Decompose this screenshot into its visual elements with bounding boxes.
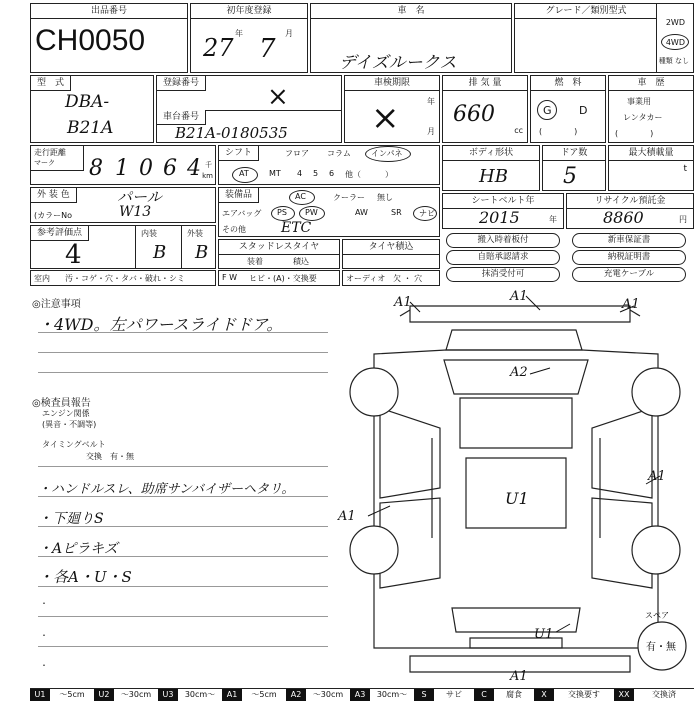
equipment-label: 装備品 [219, 188, 259, 203]
month-unit: 月 [285, 29, 293, 38]
mileage-digit-3: 0 [139, 156, 153, 181]
seat-year-label: シートベルト年 [443, 194, 563, 209]
recycle-unit: 円 [679, 215, 687, 224]
equip-airbag: エアバッグ [222, 209, 262, 218]
fuel-g-circle [537, 100, 557, 120]
color-box [30, 187, 216, 223]
mark-u1-center: U1 [505, 489, 529, 508]
model-type-line2: B21A [67, 118, 114, 138]
legend-val-x: 交換要す [568, 690, 600, 699]
service-2: 新車保証書 [572, 233, 686, 248]
equip-other-value: ETC [281, 220, 312, 236]
doors-label: ドア数 [543, 146, 605, 161]
model-type-box [30, 75, 154, 143]
mark-a1-right: A1 [648, 469, 666, 484]
legend-val-a1: 〜5cm [251, 690, 277, 699]
studless-opt2: 積込 [293, 257, 309, 266]
selected-4wd-circle [661, 34, 689, 50]
grade-label: グレード／類別型式 [515, 4, 657, 19]
mileage-label: 走行距離 [34, 148, 66, 157]
fw-row-label: F W [222, 273, 238, 282]
recycle-label: リサイクル預託金 [567, 194, 693, 209]
lot-number-value: CH0050 [35, 24, 146, 57]
displacement-box [442, 75, 528, 143]
chassis-value: B21A-0180535 [175, 124, 288, 142]
spare-label: スペア [645, 611, 669, 620]
studless-box [218, 239, 340, 269]
fw-row [218, 270, 340, 286]
mileage-unit-hi: 千 [205, 161, 212, 169]
history-opt1: 事業用 [627, 97, 651, 106]
wheel-rear-right [632, 526, 680, 574]
damage-legend [30, 688, 694, 701]
legend-key-a1: A1 [222, 689, 242, 701]
inspection-year-unit: 年 [427, 97, 435, 106]
seat-year-unit: 年 [549, 215, 557, 224]
displacement-unit: cc [514, 126, 523, 135]
mark-u1-low: U1 [534, 627, 554, 642]
report-line-4: ・各A・U・S [38, 568, 132, 586]
score-label: 参考評価点 [31, 226, 89, 241]
interior-score: B [153, 242, 167, 263]
mileage-unit-lo: km [202, 172, 213, 180]
lot-number-label: 出品番号 [31, 4, 187, 19]
body-type-label: ボディ形状 [443, 146, 539, 161]
mileage-sub: マーク [34, 159, 55, 167]
seat-year-value: 2015 [479, 208, 520, 227]
legend-val-c: 腐食 [506, 690, 522, 699]
report-line-3: ・Aピラキズ [38, 541, 118, 557]
service-3: 自賠承認請求 [446, 250, 560, 265]
equip-ac-circle [289, 190, 315, 205]
shift-at-circle [232, 167, 258, 183]
inspector-engine-sub: (異音・不調等) [42, 420, 97, 429]
services-panel [442, 231, 694, 283]
first-registration-year: 27 [203, 34, 234, 62]
interior-row-text: 汚・コゲ・穴・タバ・破れ・シミ [65, 274, 185, 283]
max-load-label: 最大積載量 [609, 146, 693, 161]
mark-a2: A2 [510, 365, 528, 380]
studless-opt1: 装着 [247, 257, 263, 266]
equip-none: 無し [377, 193, 393, 202]
service-4: 納税証明書 [572, 250, 686, 265]
equip-other-label: その他 [222, 225, 246, 234]
mileage-digit-4: 6 [163, 156, 177, 181]
legend-key-x: X [534, 689, 554, 701]
mark-a1-top: A1 [510, 289, 528, 304]
legend-key-s: S [414, 689, 434, 701]
registration-value: × [267, 82, 289, 112]
equip-sr: SR [391, 208, 402, 217]
equip-ps: PS [277, 208, 287, 217]
history-label: 車 歴 [609, 76, 693, 91]
legend-val-u1: 〜5cm [59, 690, 85, 699]
legend-val-a3: 30cm〜 [376, 690, 408, 699]
mark-a1-left: A1 [338, 509, 356, 524]
car-name-value: デイズルークス [339, 53, 457, 73]
max-load-unit: t [683, 164, 687, 174]
report-line-2: ・下廻りS [38, 511, 104, 527]
mark-a1-top-left: A1 [394, 295, 412, 310]
notes-label: ◎注意事項 [32, 299, 81, 310]
spare-value: 有・無 [646, 642, 676, 653]
inspector-engine: エンジン関係 [42, 409, 90, 418]
chassis-label: 車台番号 [157, 110, 206, 125]
option-2wd: 2WD [665, 18, 685, 27]
color-code-value: W13 [119, 204, 152, 220]
legend-key-a2: A2 [286, 689, 306, 701]
equip-cooler: クーラー [333, 193, 365, 202]
body-type-value: HB [479, 166, 508, 187]
fuel-box: 燃 料 G D ( ) [530, 75, 606, 143]
car-damage-diagram [340, 288, 700, 688]
shift-column: コラム [327, 149, 351, 158]
equip-ac: AC [295, 192, 306, 201]
inspector-section: ◎検査員報告 エンジン関係 (異音・不調等) タイミングベルト 交換 有・無 ・ハンドルスレ、助席サンバイザーヘタリ。 ・下廻りS ・Aピラキズ ・各A・U・S ・ ・ ・ [32, 392, 332, 682]
grade-box [514, 3, 694, 73]
notes-text: ・4WD。左パワースライドドア。 [38, 315, 283, 334]
mileage-box [30, 145, 216, 185]
score-box [30, 225, 216, 269]
fuel-label: 燃 料 [531, 76, 605, 91]
inspection-value: × [371, 98, 400, 138]
option-4wd: 4WD [665, 38, 685, 47]
mileage-digit-2: 1 [115, 156, 129, 181]
mileage-digit-1: 8 [89, 156, 103, 181]
legend-key-c: C [474, 689, 494, 701]
doors-box [542, 145, 606, 191]
studless-label: スタッドレスタイヤ [219, 240, 339, 255]
inspection-month-unit: 月 [427, 127, 435, 136]
legend-key-xx: XX [614, 689, 634, 701]
audio-row [342, 270, 440, 286]
mark-a1-top-right: A1 [622, 297, 640, 312]
shift-label: シフト [219, 146, 259, 161]
equip-aw: AW [355, 208, 368, 217]
doors-value: 5 [563, 164, 577, 189]
legend-val-a2: 〜30cm [312, 690, 344, 699]
exterior-score: B [195, 242, 209, 263]
year-unit: 年 [235, 29, 243, 38]
max-load-box [608, 145, 694, 191]
service-1: 搬入時着板付 [446, 233, 560, 248]
legend-key-a3: A3 [350, 689, 370, 701]
history-box: 車 歴 事業用 レンタカー ( ) [608, 75, 694, 143]
exterior-score-label: 外装 [187, 229, 203, 238]
first-registration-label: 初年度登録 [191, 4, 307, 19]
displacement-value: 660 [453, 102, 495, 127]
body-type-box [442, 145, 540, 191]
wheel-rear-left [350, 526, 398, 574]
legend-key-u3: U3 [158, 689, 178, 701]
score-value: 4 [65, 240, 82, 270]
color-code-label: (カラーNo [34, 211, 72, 220]
legend-val-s: サビ [446, 690, 462, 699]
shift-mt: MT [269, 169, 281, 178]
shift-at: AT [239, 169, 249, 178]
shift-floor: フロア [285, 149, 309, 158]
audio-row-label: オーディオ [346, 274, 386, 283]
displacement-label: 排 気 量 [443, 76, 527, 91]
equipment-box [218, 187, 440, 237]
shift-5: 5 [313, 169, 319, 178]
inspection-label: 車検期限 [345, 76, 439, 91]
legend-val-u3: 30cm〜 [184, 690, 216, 699]
fuel-g: G [543, 104, 552, 117]
car-name-label: 車 名 [311, 4, 511, 19]
recycle-box [566, 193, 694, 229]
legend-val-xx: 交換済 [652, 690, 676, 699]
fw-row-text: ヒビ・(A)・交換要 [249, 274, 317, 283]
shift-6: 6 [329, 169, 335, 178]
interior-row [30, 270, 216, 286]
tire-box [342, 239, 440, 269]
lot-number-box [30, 3, 188, 73]
wheel-front-left [350, 368, 398, 416]
shift-4: 4 [297, 169, 303, 178]
wheel-front-right [632, 368, 680, 416]
shift-instr: インパネ [371, 149, 403, 158]
inspection-box [344, 75, 440, 143]
service-5: 抹消受付可 [446, 267, 560, 282]
legend-val-u2: 〜30cm [120, 690, 152, 699]
registration-label: 登録番号 [157, 76, 206, 91]
mileage-digit-5: 4 [187, 156, 201, 181]
car-name-box [310, 3, 512, 73]
tire-label: タイヤ積込 [343, 240, 439, 255]
recycle-value: 8860 [603, 208, 644, 227]
mark-a1-bottom: A1 [510, 669, 528, 684]
inspector-timing-swap: 交換 有・無 [86, 452, 134, 461]
equip-nav: ナビ [419, 209, 435, 218]
inspector-label: ◎検査員報告 [32, 398, 91, 409]
notes-section [32, 292, 332, 392]
report-line-1: ・ハンドルスレ、助席サンバイザーヘタリ。 [38, 482, 295, 497]
inspector-timing: タイミングベルト [42, 440, 106, 449]
model-type-label: 型 式 [31, 76, 71, 91]
registration-box [156, 75, 342, 143]
legend-key-u2: U2 [94, 689, 114, 701]
option-misc: 種類 なし [658, 57, 689, 65]
legend-key-u1: U1 [30, 689, 50, 701]
shift-other: 他（ ） [345, 170, 393, 179]
interior-score-label: 内装 [141, 229, 157, 238]
first-registration-box [190, 3, 308, 73]
color-label: 外 装 色 [31, 188, 77, 203]
model-type-line1: DBA- [65, 92, 110, 112]
shift-box [218, 145, 440, 185]
service-6: 充電ケーブル [572, 267, 686, 282]
interior-row-label: 室内 [34, 274, 50, 283]
history-opt2: レンタカー [623, 113, 663, 122]
equip-pw: PW [305, 208, 318, 217]
audio-row-text: 欠 ・ 穴 [393, 274, 423, 283]
color-value: パール [117, 188, 162, 206]
fuel-d: D [579, 104, 588, 117]
seat-year-box [442, 193, 564, 229]
first-registration-month: 7 [259, 34, 276, 64]
shift-instr-circle [365, 146, 411, 162]
